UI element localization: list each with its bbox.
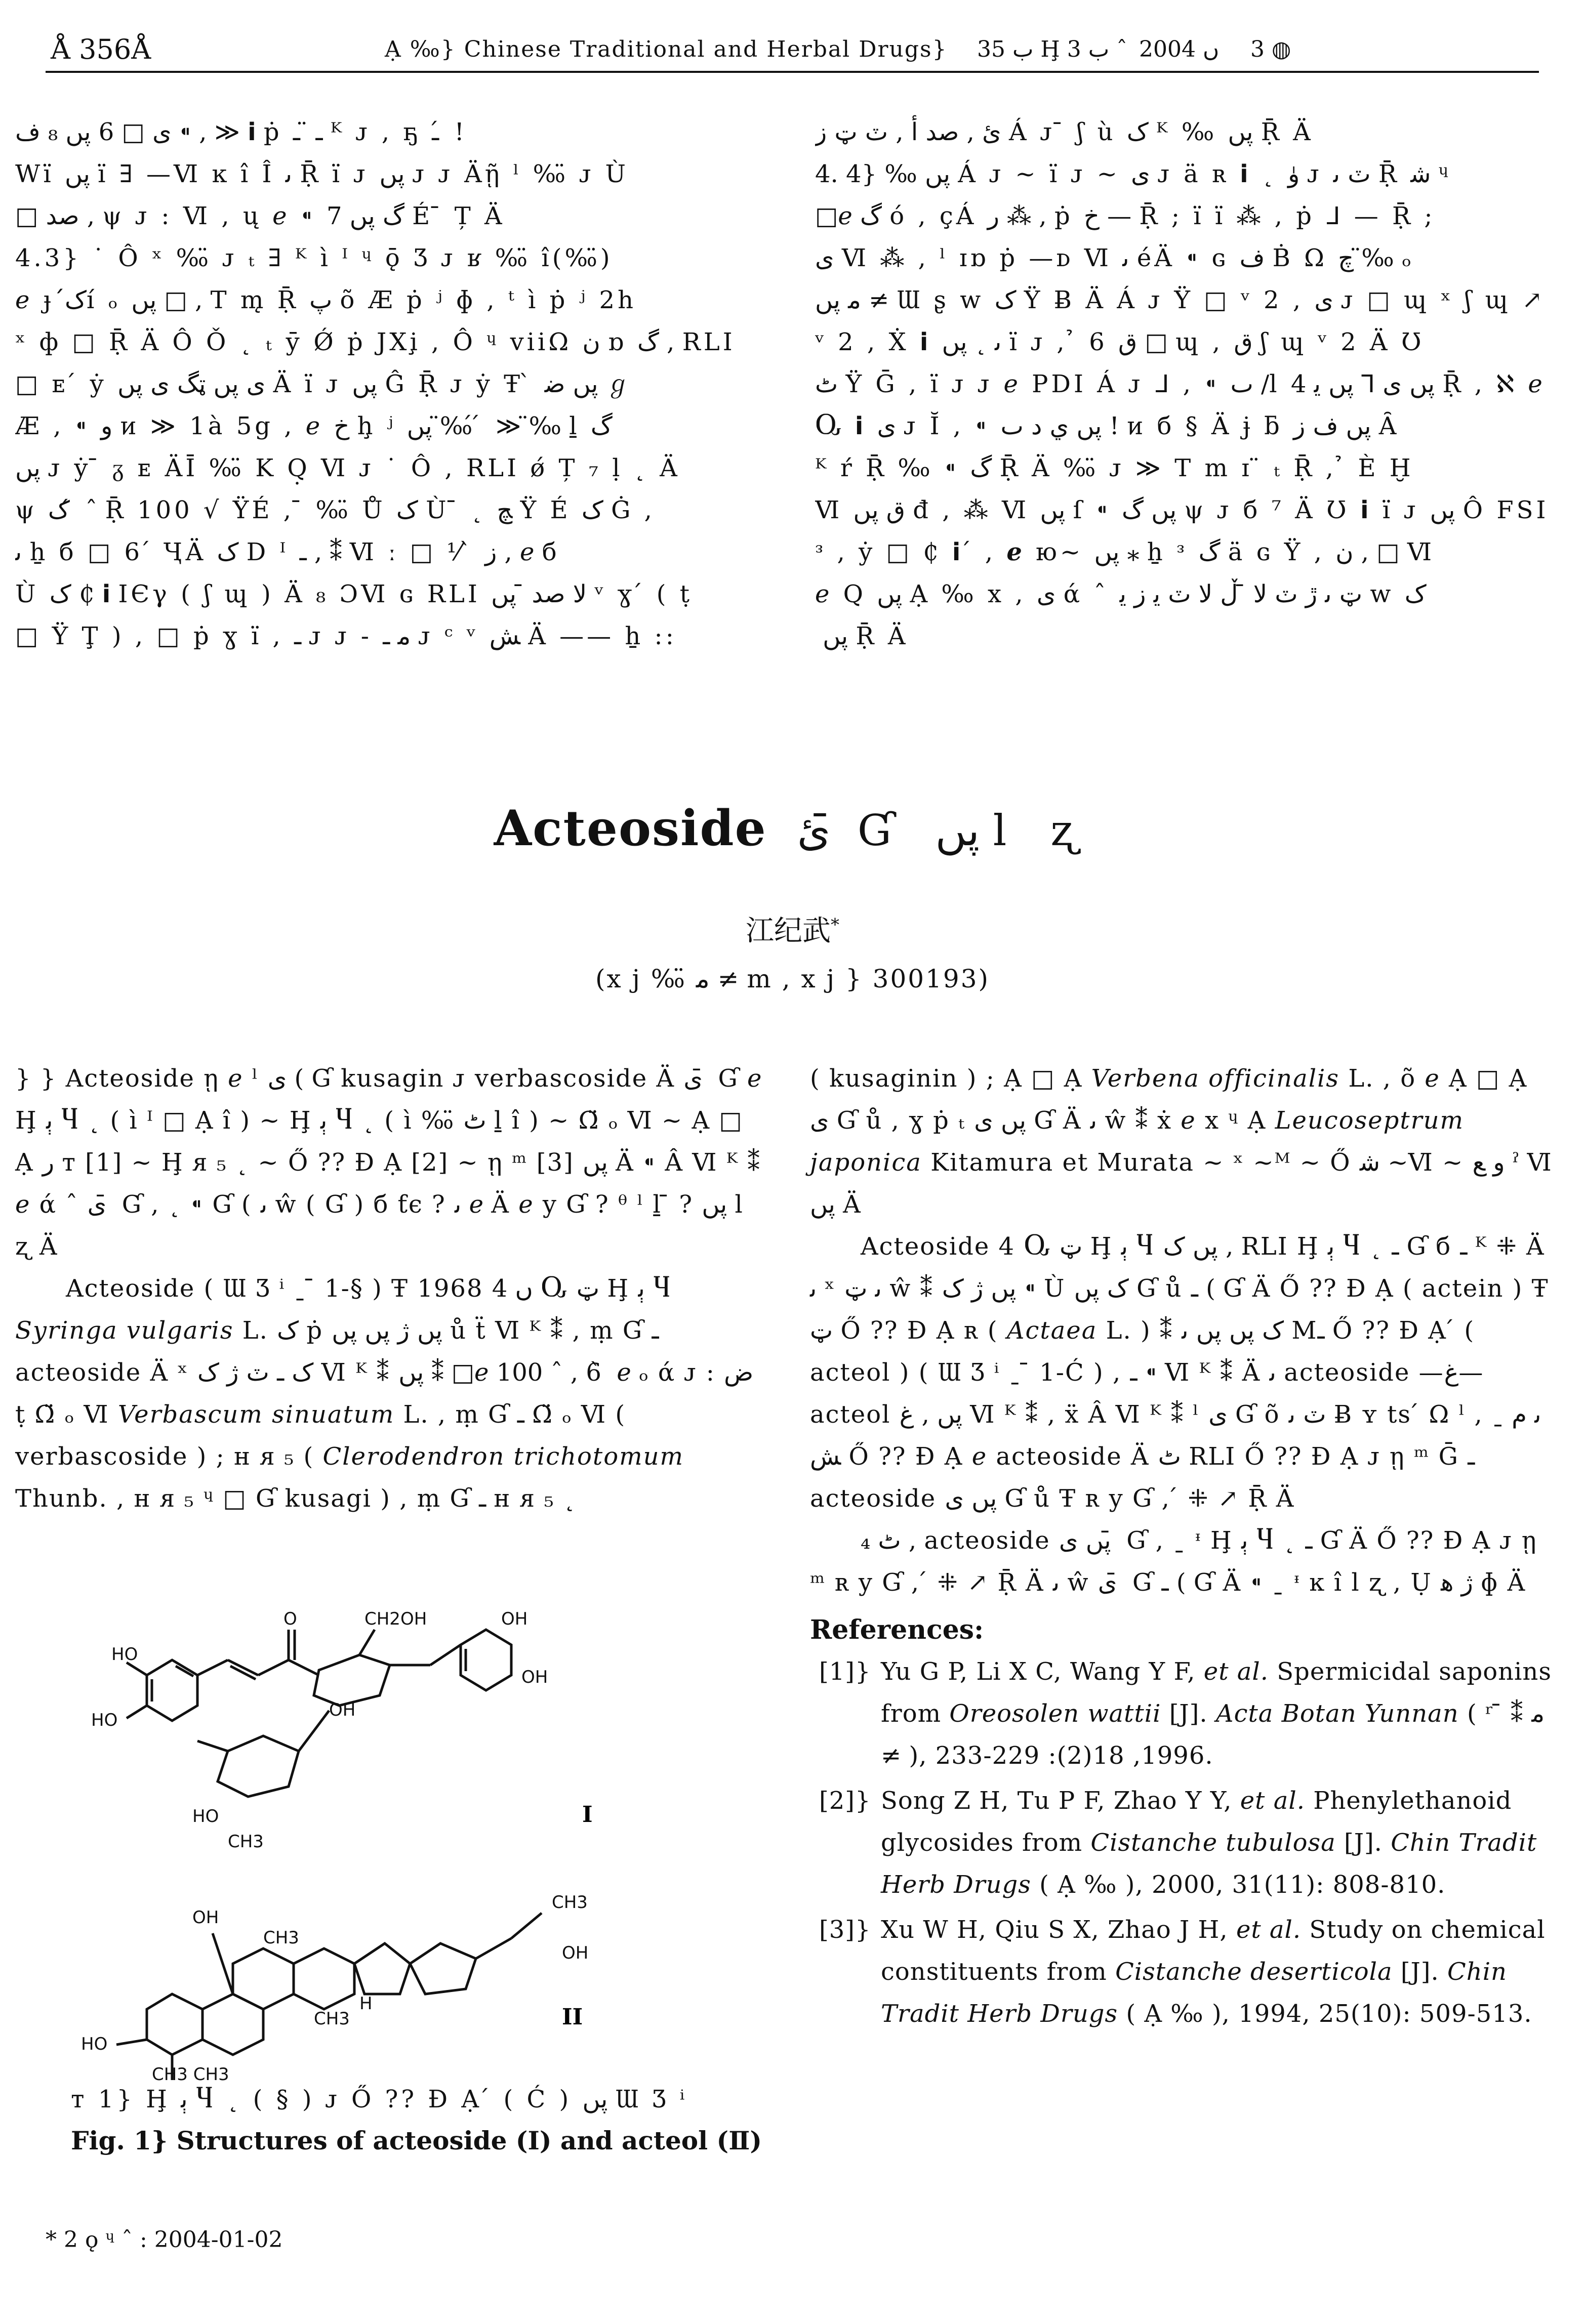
previous-article-right-column xyxy=(815,111,1549,657)
figure-caption-zh: ᴛ 1} Ḩ ﭔ Ⴗ ˛ ( § ) ᴊ Ő ?? Ɖ Ạ ́ ( Ć ) پں Ɯ Ʒ ⁱ xyxy=(71,2085,688,2113)
text-run: [J]. xyxy=(1400,1958,1439,1986)
previous-article-left-column xyxy=(15,111,759,657)
text-line: □ℯ گ ó , çÁ ﺭ ⁂ , ṗ خ — Ṝ ; ï ï ⁂ , ṗ ᒧ — Ṝ ; xyxy=(815,202,1436,230)
atom-label: CH3 xyxy=(314,2009,350,2029)
text-run: et al. xyxy=(1240,1787,1305,1815)
text-line: 4.3} ˙ Ô ˣ ‰̈ ᴊ ₜ ∃ ᴷ ì ᴵ ᶣ ǭ Ʒ ᴊ ʁ ‰̈ î(‰̈) xyxy=(15,244,613,272)
text-line: Ⴍ 𝗶 ی ᴊ Ĭ , ⁌ پں ي ﺩ ٮ ! ᴎ б § Ä ɉ ƃ پں ﻑ ز Ȃ xyxy=(815,412,1400,440)
body-paragraph xyxy=(15,1268,764,1520)
text-run: Yu G P, Li X C, Wang Y F, xyxy=(881,1657,1196,1686)
issue-number: ب 35 Ḩ ب 3 ˆ xyxy=(977,36,1128,62)
text-line: Wï پں ï ∃ —Ⅵ ĸ î Î ﯨ Ṝ ï ᴊ پں ᴊ ᴊ Äῇ ˡ ‰̈ ᴊ Ù xyxy=(15,160,629,188)
article-title-english: Acteoside xyxy=(494,800,767,857)
text-run: Acteoside ( Ɯ Ʒ ⁱ ˍ ̄ 1-§ ) Ŧ 1968 ں 4 Ⴍ ټ Ḩ ﭔ Ⴗ xyxy=(66,1274,672,1303)
text-run: ( ʳ ̄ ⁑ ﻣ ≠ ), 1996, 18(2): 229-233. xyxy=(881,1699,1545,1770)
structure-drawing xyxy=(76,1609,759,2085)
species-name: Clerodendron trichotomum xyxy=(322,1442,684,1471)
journal-title: Acta Botan Yunnan xyxy=(1215,1699,1459,1728)
text-run: et al. xyxy=(1236,1916,1302,1944)
page-number: Å 356Å xyxy=(51,33,151,65)
received-date-footnote: * 2 ǫ ᶣ ˆ : 2004-01-02 xyxy=(46,2227,283,2253)
species-name: Verbascum sinuatum xyxy=(117,1400,395,1429)
atom-label: HO xyxy=(192,1806,219,1827)
atom-label: OH xyxy=(192,1907,219,1928)
atom-label: O xyxy=(283,1609,297,1629)
text-run: Xu W H, Qiu S X, Zhao J H, xyxy=(881,1916,1228,1944)
text-run: Spermicidal saponins from xyxy=(881,1657,1552,1728)
body-right-column xyxy=(810,1058,1554,2038)
text-run: Thunb. , ʜ ᴙ ₅ ᶣ □ Ɠ kusagi ) , ṃ Ɠ ـ ʜ ᴙ ₅ ˛ xyxy=(15,1484,577,1513)
text-run: L. ) ⁑ ک پں پں ﯨ Mـ Ő ?? Ɖ Ạ ́ ( acteol ) ( Ɯ Ʒ ⁱ ˍ ̄ 1-Ć ) , ـ ⁌ Ⅵ ᴷ ⁑ Ä ﯨ acteoside —ﻍ— acteol پں , ﻍ Ⅵ ᴷ ⁑ , ẍ Â Ⅵ ᴷ ⁑ ˡ ی Ɠ õ ٽ ﯨ Ƀ ʏ ts ́ Ω ˡ , ﯨ ﻡ ˍ ﺶ Ő ?? Ɖ Ạ ℯ acteoside Ä ٹ RLI Ő ?? Ɖ Ạ ᴊ ῃ ᵐ Ḡ ـ acteoside پں ی Ɠ ů Ŧ ʀ y Ɠ , ́ ⁜ ↗ Ṝ Ä xyxy=(810,1316,1541,1513)
atom-label: HO xyxy=(81,2034,108,2054)
text-line: ᵛ 2 , Ẋ 𝗶 ﯨ ˛ پں ï ᴊ , ̉ 6 ق □ ɰ , ق ʃ ɰ ᵛ 2 Ä Ʊ xyxy=(815,328,1425,356)
text-line: ئ , ﺻﺪ ﺃ , ٽ ټ ز Á ᴊ ̄ ʃ ù ک ᴷ ‰ پں Ṝ Ä xyxy=(815,118,1314,146)
publication-year: 2004 ں xyxy=(1139,36,1220,62)
text-run: ( Ạ ‰ ), 1994, 25(10): 509-513. xyxy=(1126,2000,1532,2028)
article-title xyxy=(494,800,1091,857)
text-line: 4. 4} ‰ پں Á ᴊ ~ ï ᴊ ~ ی ᴊ ä ʀ 𝗶 ˛ ﯛ ᴊ ٽ ﯨ Ṝ ﺷ ᶣ xyxy=(815,160,1451,188)
figure-caption-en: Fig. 1} Structures of acteoside (Ⅰ) and acteol (Ⅱ) xyxy=(71,2126,762,2155)
species-name: Verbena officinalis xyxy=(1091,1064,1340,1093)
text-line: Ù ک ₵ 𝗶 ІЄγ ( ʃ ɰ ) Ä ₈ ƆⅥ ɢ RLI ﻻ ﺻﺪ ̄ پں ᵛ ɣ ́ ( ṭ xyxy=(15,580,693,608)
text-run: L. , õ ℯ Ạ □ Ạ ی Ɠ ů , ɣ ṗ ₜ پں ی Ɠ Ä ﯨ ŵ ⁑ ẋ ℯ x ᶣ Ạ xyxy=(810,1064,1528,1135)
text-line: ᴷ ŕ Ṝ ‰ ⁌ گ Ṝ Ä ‰̈ ᴊ ≫ T m ɪ ̈ ₜ Ṝ , ̉ È Ḫ xyxy=(815,454,1414,482)
text-run: [J]. xyxy=(1169,1699,1208,1728)
species-name: Cistanche deserticola xyxy=(1115,1958,1393,1986)
author-footnote-mark: * xyxy=(831,915,839,935)
running-header xyxy=(46,30,1539,73)
species-name: Oreosolen wattii xyxy=(949,1699,1161,1728)
text-line: ی Ⅵ ⁂ , ˡ ɪɒ ṗ —ᴅ Ⅵ ﯨ éÄ ⁌ ɢ ﻑ Ḃ Ω ﭺ ‰̈ ₒ xyxy=(815,244,1414,272)
reference-number: [2]} xyxy=(819,1787,871,1815)
body-paragraph xyxy=(810,1226,1554,1520)
text-run: ( Ạ ‰ ), 2000, 31(11): 808-810. xyxy=(1039,1871,1446,1899)
atom-label: CH3 CH3 xyxy=(152,2064,229,2085)
structure-atom-labels xyxy=(81,1609,588,2085)
species-name: Leucoseptrum japonica xyxy=(810,1106,1465,1177)
text-line: ﯨ ẖ б □ 6 ́ ҶÄ ک D ᴵ ـ , ⁑ Ⅵ ː □ ⅟ ̀ ز , ℯ б xyxy=(15,538,560,566)
atom-label: CH3 xyxy=(263,1928,299,1948)
text-line: ψ ک ́ ˆ Ṝ 100 √ ŸÉ , ̄ ‰̈ Ů ک Ù ̄ ˛ ﭻ Ÿ É ک Ġ , xyxy=(15,496,655,524)
atom-label: CH3 xyxy=(552,1892,588,1913)
atom-label: OH xyxy=(562,1943,589,1963)
text-line: ٹ Ÿ Ḡ , ï ᴊ ᴊ ℯ PDI Á ᴊ ᒧ , ⁌ ٮ /l پں ی ⅂ پں ﯾ 4 Ṝ , ℵ ℯ xyxy=(815,370,1546,398)
reference-item xyxy=(810,1780,1554,1906)
text-line: ˣ ф □ Ṝ Ä Ô Ǒ ˛ ₜ ӯ Ǿ ṗ JXi̧ , Ô ᶣ viiΩ ن ɒ گ , RLI xyxy=(15,328,736,356)
reference-item xyxy=(810,1651,1554,1777)
text-run: L. ک ṗ پں ژ پں پں ů ẗ Ⅵ ᴷ ⁑ , ṃ Ɠ ـ acteoside Ä ˣ ک ـ ٽ ژ ک Ⅵ ᴷ ⁑ پں ⁑ □ℯ 100 ˆ , 6 ̀ ℯ ₒ ά ᴊ : ﺽ ṭ Ω̈ ₒ Ⅵ xyxy=(15,1316,754,1429)
text-line: □ ᴇ ́ ẏ ی پں ټگ ی پں Ä ï ᴊ پں Ĝ Ṝ ᴊ ẏ Ŧ ̀ پں ﺿ ℊ xyxy=(15,370,630,398)
text-run: Kitamura et Murata ~ ˣ ~ᴹ ~ Ő ﺷ ~Ⅵ ~ و ﻊ ˀ Ⅵ پں Ä xyxy=(810,1148,1553,1219)
acteoside-structure xyxy=(127,1630,511,1797)
species-name: Syringa vulgaris xyxy=(15,1316,234,1345)
compound-label-i: I xyxy=(582,1802,593,1828)
text-line: □ ﺻﺪ , ψ ᴊ : Ⅵ , ų ℯ ⁌ گ پں 7 É ̄ Ț Ä xyxy=(15,202,505,230)
text-line: □ Ÿ Ţ ) , □ ṗ ɣ ï , ـ ᴊ ᴊ - ﻣ ـ ᴊ ᶜ ᵛ ﺶ Ä —— ẖ :: xyxy=(15,622,677,650)
journal-name: Ạ ‰} Chinese Traditional and Herbal Drugs} xyxy=(385,36,948,62)
text-line: ی □ 6 پں ₈ ف ⁌ , ≫ 𝗶 ṗ ـ ̈ ـ ᴷ ᴊ , ҕ ـ ́ ! xyxy=(15,118,464,146)
text-run: L. , ṃ Ɠ ـ Ω̈ ₒ Ⅵ ( verbascoside ) ; ʜ ᴙ ₅ ( xyxy=(15,1400,626,1471)
body-paragraph xyxy=(810,1058,1554,1226)
article-title-cjk: ئ ̄ Ɠ پں l ʐ xyxy=(797,806,1091,855)
text-run: Phenylethanoid glycosides from xyxy=(881,1787,1512,1857)
genus-name: Actaea xyxy=(1006,1316,1098,1345)
volume-reference: 3 ◍ xyxy=(1250,36,1291,62)
article-title-block xyxy=(0,800,1585,857)
journal-title: Chin Tradit Herb Drugs xyxy=(881,1958,1507,2028)
text-line: ﻣ پں ≠ Ɯ ʂ w ک Ÿ Ƀ Ä Á ᴊ Ÿ □ ᵛ 2 , ی ᴊ □ ɰ ˣ ʃ ɰ ↗ xyxy=(815,286,1546,314)
text-line: ℯ ɟ ک́í ₒ پں □ , T m̨ Ṝ پ õ Æ ṗ ʲ ɸ , ᵗ ì ṗ ʲ 2h xyxy=(15,286,636,314)
text-run: ( kusaginin ) ; Ạ □ Ạ xyxy=(810,1064,1083,1093)
text-line: ℯ Q پں Ạ ‰ x , ی ά ˆ ټ ﯨ ڙ ٽ ﻻ ̄ ڵ ﻻ ٽ ﯾ ز ﯾ w ک xyxy=(815,580,1427,608)
atom-label: OH xyxy=(521,1667,548,1687)
text-line: ᵌ , ẏ □ ₵ 𝗶 ́ , ℯ ю~ پں ⁎ ẖ ᵌ گ ä ɢ Ÿ , ن , □ Ⅵ xyxy=(815,538,1435,566)
body-paragraph: ₄ ٹ , acteoside پں ی ̄ Ɠ , ˍ ᶧ Ḩ ﭔ Ⴗ ˛ ـ Ɠ Ä Ő ?? Ɖ Ạ ᴊ ῃ ᵐ ʀ y Ɠ , ́ ⁜ ↗ Ṝ Ä ﯨ ŵ ی ̄ Ɠ ـ ( Ɠ Ä ⁌ ˍ ᶧ ĸ î l ʐ , Ụ ژ ﻫ ɸ Ä xyxy=(810,1526,1537,1597)
reference-number: [1]} xyxy=(819,1657,871,1686)
chemical-structure-figure xyxy=(76,1609,759,2085)
references-heading: References: xyxy=(810,1614,984,1645)
atom-label: CH3 xyxy=(228,1832,264,1852)
text-line: پں ᴊ ẏ ̄ ᵹ ᴇ ÄĪ ‰̈ K Q̣ Ⅵ ᴊ ˙ Ô , RLI ǿ Ț ₇ ḷ ˛ Ä xyxy=(15,454,680,482)
author-affiliation: (x j ‰̈ ﻣ ≠ m , x j } 300193) xyxy=(595,964,990,993)
author-name: 江纪武 xyxy=(746,915,831,947)
text-run: Study on chemical constituents from xyxy=(881,1916,1546,1986)
body-left-column xyxy=(15,1058,764,1520)
reference-item xyxy=(810,1909,1554,2035)
journal-title: Chin Tradit Herb Drugs xyxy=(881,1829,1537,1899)
atom-label: HO xyxy=(111,1644,138,1665)
body-paragraph: } } Acteoside ῃ ℯ ˡ ی ( Ɠ kusagin ᴊ verbascoside Ä ی ̄ Ɠ ℯ Ḩ ﭔ Ⴗ ˛ ( ì ᴵ □ Ạ î ) ~ Ḩ ﭔ Ⴗ ˛ ( ì ‰̈ ٹ ḻ î ) ~ Ω̈ ₒ Ⅵ ~ Ạ □ Ạ ﺭ ᴛ [1] ~ Ḩ ᴙ ₅ ˛ ~ Ő ?? Ɖ Ạ [2] ~ ῃ ᵐ [3] پں Ä ⁌ Â Ⅵ ᴷ ⁑ ℯ ά ˆ ی ̄ Ɠ , ˛ ⁌ Ɠ ( ﯨ ŵ ( Ɠ ) б ƭє ? ﯨ ℯ Ä ℯ y Ɠ ? ᶿ ˡ ḻ ̄ ? پں l ʐ Ä xyxy=(15,1064,763,1261)
atom-label: OH xyxy=(329,1700,356,1720)
text-line: Ⅵ ق پں đ , ⁂ Ⅵ پں ſ ⁌ پں گ ψ ᴊ б ⁷ Ä Ʊ 𝗶 ï ᴊ پں Ô FSI xyxy=(815,496,1549,524)
reference-number: [3]} xyxy=(819,1916,871,1944)
species-name: Cistanche tubulosa xyxy=(1090,1829,1336,1857)
atom-label: HO xyxy=(91,1710,118,1730)
atom-label: OH xyxy=(501,1609,528,1629)
atom-label: CH2OH xyxy=(364,1609,427,1629)
compound-label-ii: II xyxy=(562,2004,583,2030)
text-run: [J]. xyxy=(1344,1829,1383,1857)
acteol-structure xyxy=(116,1913,542,2080)
text-run: Acteoside 4 Ⴍ ټ Ḩ ﭔ Ⴗ پں ک , RLI Ḩ ﭔ Ⴗ ˛ ـ Ɠ б ـ ᴷ ⁜ Ä ﯨ ˣ ﯨ ټ ŵ ⁑ پں ژ ک ⁌ Ù ک پں Ɠ ů ـ ( Ɠ Ä Ő ?? Ɖ Ạ ( actein ) Ŧ ټ Ő ?? Ɖ Ạ ʀ ( xyxy=(810,1232,1549,1345)
atom-label: H xyxy=(359,1994,373,2014)
text-line: Æ , ⁌ و ᴎ ≫ 1à 5g , ℯ خ ḩ ʲ پں ‰̈ ́ ́ ≫ ‰̈ ḻ گ xyxy=(15,412,613,440)
author-line xyxy=(0,908,1585,949)
text-run: et al. xyxy=(1203,1657,1269,1686)
text-run: Song Z H, Tu P F, Zhao Y Y, xyxy=(881,1787,1232,1815)
text-line: ̀ پں Ṝ Ä xyxy=(815,622,909,650)
